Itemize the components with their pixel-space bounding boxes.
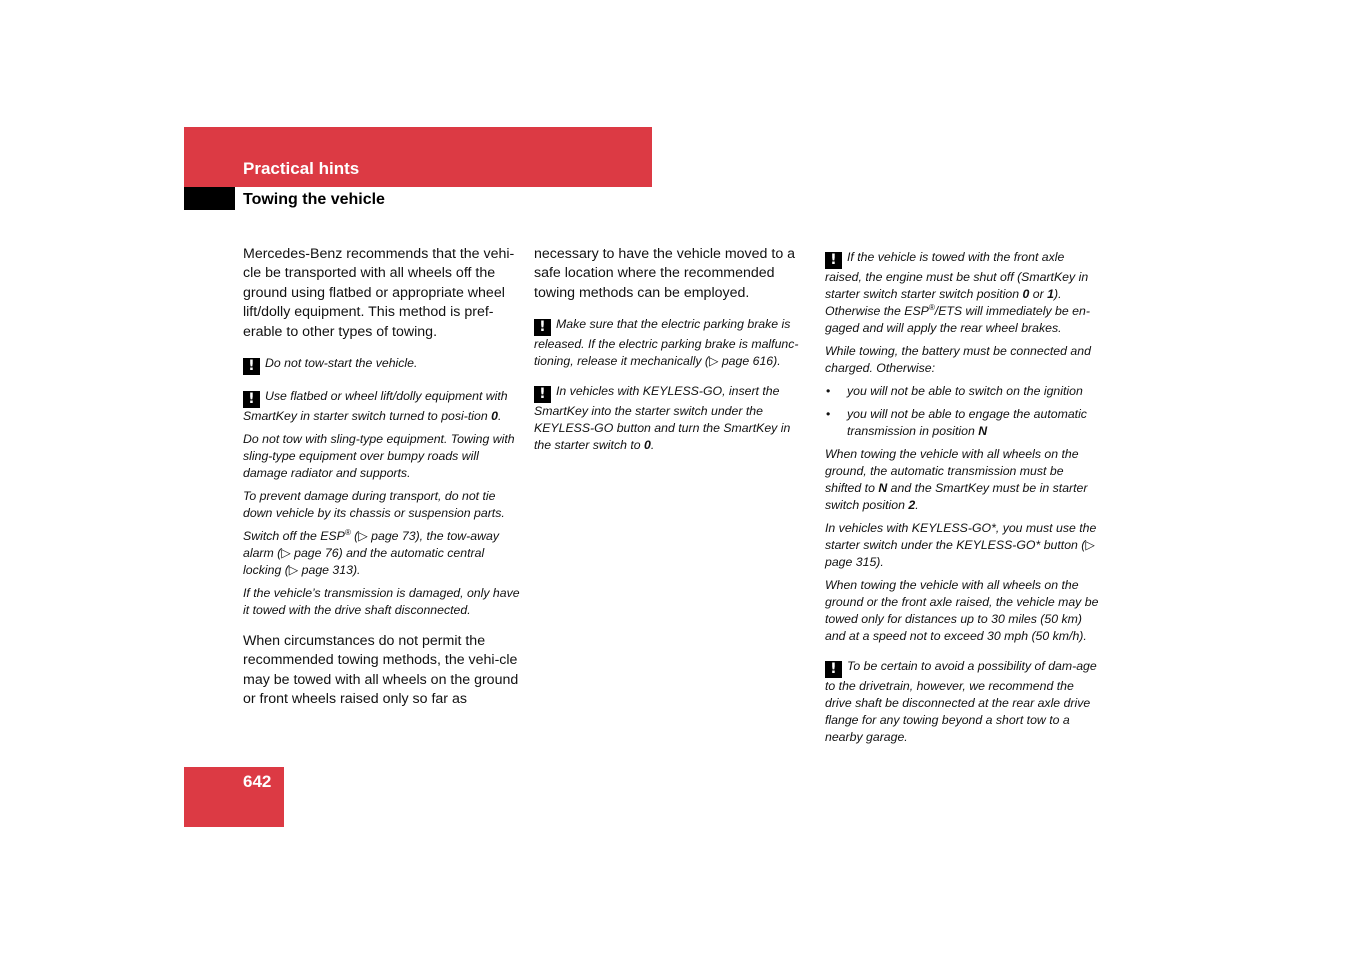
warning-icon: ! [534, 386, 551, 403]
note-paragraph: To prevent damage during transport, do not tie down vehicle by its chassis or suspension parts. [243, 489, 505, 521]
warning-note: ! If the vehicle is towed with the front axle raised, the engine must be shut off (SmartKey in starter switch starter switch position 0 or 1). Otherwise the ESP®/ETS will immediately be en-gaged and will apply the rear wheel brakes. [825, 250, 1090, 335]
section-title: Practical hints [243, 159, 360, 178]
list-item: • you will not be able to switch on the ignition [825, 383, 1101, 400]
warning-icon: ! [243, 358, 260, 375]
outro-paragraph: When circumstances do not permit the recommended towing methods, the vehi-cle may be towed with all wheels on the ground or front wheels raised only so far as [243, 633, 519, 708]
warning-note: ! Make sure that the electric parking brake is released. If the electric parking brake is malfunc-tioning, release it mechanically (▷ page 616). [534, 317, 799, 369]
note-paragraph: In vehicles with KEYLESS-GO*, you must use the starter switch under the KEYLESS-GO* button (▷ page 315). [825, 521, 1097, 569]
list-item: • you will not be able to engage the automatic transmission in position N [825, 406, 1101, 440]
column-2 [534, 245, 809, 454]
note-paragraph: If the vehicle’s transmission is damaged, only have it towed with the drive shaft disconnected. [243, 586, 520, 618]
note-paragraph: Switch off the ESP® (▷ page 73), the tow-away alarm (▷ page 76) and the automatic central locking (▷ page 313). [243, 527, 499, 578]
column-3 [825, 249, 1101, 746]
note-paragraph: When towing the vehicle with all wheels on the ground, the automatic transmission must be shifted to N and the SmartKey must be in starter switch position 2. [825, 447, 1088, 512]
warning-icon: ! [243, 391, 260, 408]
page-subtitle: Towing the vehicle [243, 191, 385, 208]
warning-icon: ! [825, 252, 842, 269]
intro-paragraph: Mercedes-Benz recommends that the vehi-cle be transported with all wheels off the ground using flatbed or appropriate wheel lift/dolly equipment. This method is pref-erable to other types of towing. [243, 246, 515, 340]
warning-note: ! To be certain to avoid a possibility of dam-age to the drivetrain, however, we recommend the drive shaft be disconnected at the rear axle drive flange for any towing beyond a short tow to a nearby garage. [825, 659, 1097, 744]
warning-icon: ! [825, 661, 842, 678]
note-paragraph: Do not tow with sling-type equipment. Towing with sling-type equipment over bumpy roads will damage radiator and supports. [243, 432, 515, 481]
note-paragraph: While towing, the battery must be connected and charged. Otherwise: [825, 344, 1091, 375]
note-paragraph: When towing the vehicle with all wheels on the ground or the front axle raised, the vehicle may be towed only for distances up to 30 miles (50 km) and at a speed not to exceed 30 mph (50 km/h). [825, 578, 1099, 643]
warning-icon: ! [534, 319, 551, 336]
subtitle-tab [184, 187, 235, 210]
warning-note: ! Use flatbed or wheel lift/dolly equipment with SmartKey in starter switch turned to posi-tion 0. [243, 389, 508, 424]
page-number: 642 [243, 772, 272, 791]
column-1 [243, 245, 520, 710]
continued-paragraph: necessary to have the vehicle moved to a safe location where the recommended towing methods can be employed. [534, 246, 796, 301]
warning-note: ! Do not tow-start the vehicle. [243, 355, 520, 375]
warning-note: ! In vehicles with KEYLESS-GO, insert the SmartKey into the starter switch under the KEYLESS-GO button and turn the SmartKey in the starter switch to 0. [534, 384, 791, 453]
